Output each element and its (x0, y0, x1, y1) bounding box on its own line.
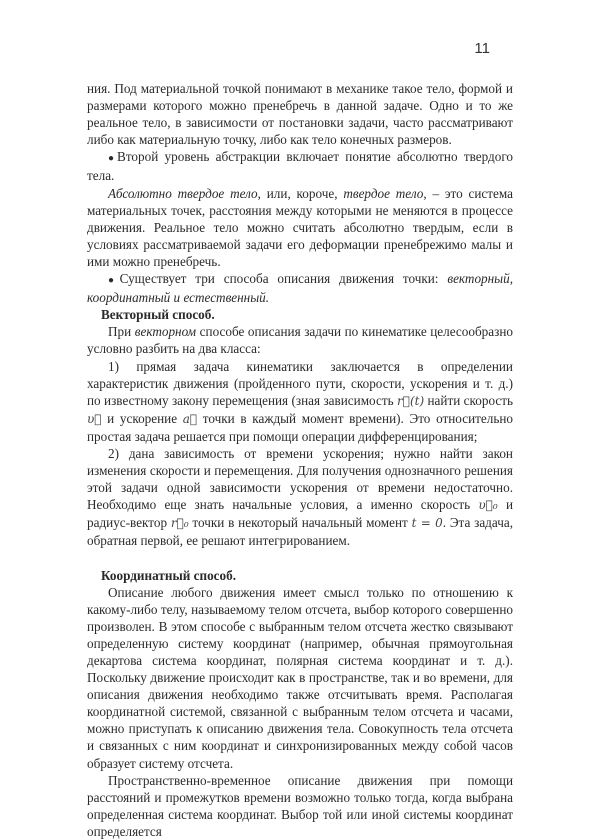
heading-coordinate-method: Координатный способ. (101, 567, 237, 583)
text-fragment: При (108, 324, 135, 340)
text-fragment: Существует три способа описания движения точки: (119, 271, 448, 287)
text-fragment: способе описания задачи по кинематике целесообразно условно разбить на два класса: (87, 324, 513, 357)
formula-velocity: υ⃗ (87, 411, 102, 426)
paragraph-vector-intro (87, 323, 513, 357)
text-fragment: 1) прямая задача кинематики заключается в определении характеристик движения (пройденного пути, скорости, ускорения и т. д.) по известному закону перемещения (зная зависимость (87, 358, 513, 408)
text-fragment: , – это система материальных точек, расстояния между которыми не меняются в процессе движения. Реальное тело можно считать абсолютно твердым, если в условиях рассматриваемой задачи его деформации пренебрежимо малы и ими можно пренебречь. (87, 185, 513, 269)
bullet-icon: ● (108, 275, 120, 287)
paragraph-second-level-text: Второй уровень абстракции включает понятие абсолютно твердого тела. (87, 149, 513, 184)
text-fragment: и радиус-вектор (87, 497, 513, 531)
term-solid-body: твердое тело (343, 185, 424, 201)
page-number: 11 (474, 40, 490, 57)
paragraph-reference-frame: Описание любого движения имеет смысл только по отношению к какому-либо телу, называемому телом отсчета, выбор которого совершенно произволен. В этом способе с выбранным телом отсчета жестко связывают определенную систему координат (например, обычная прямоугольная декартова система координат, полярная система координат и т. д.). Поскольку движение происходит как в пространстве, так и во времени, для описания движения необходимо также отсчитывать время. Располагая координатной системой, связанной с выбранным телом отсчета и часами, можно приступать к описанию движения тела. Совокупность тела отсчета и связанных с ним координат и синхронизированных между собой часов образует систему отсчета. (87, 584, 513, 771)
formula-t-zero: t = 0 (411, 516, 443, 531)
page-body (87, 80, 513, 840)
term-methods: векторный, координатный и естественный. (87, 271, 513, 306)
paragraph-rigid-body (87, 185, 513, 270)
text-fragment: 2) дана зависимость от времени ускорения; нужно найти закон изменения скорости и перемещения. Для получения однозначного решения этой задачи одной зависимости ускорения от времени недостаточно. Необходимо еще знать начальные условия, а именно скорость (87, 445, 513, 513)
term-rigid-body: Абсолютно твердое тело (108, 185, 258, 201)
formula-initial-radius: r⃗₀ (170, 516, 189, 531)
text-fragment: найти скорость (424, 392, 513, 408)
text-fragment: точки в некоторый начальный момент (188, 515, 412, 531)
paragraph-second-level (87, 148, 513, 184)
formula-r-of-t: r⃗(t) (397, 393, 425, 408)
formula-acceleration: a⃗ (182, 411, 198, 426)
bullet-icon: ● (108, 153, 118, 165)
text-fragment: , или, короче, (257, 185, 344, 201)
term-vector: векторном (134, 324, 197, 340)
paragraph-inverse-problem (87, 445, 513, 550)
paragraph-material-point: ния. Под материальной точкой понимают в механике такое тело, формой и размерами которого можно пренебречь в данной задаче. Одно и то же реальное тело, в зависимости от постановки задачи, часто рассматривают либо как материальную точку, либо как тело конечных размеров. (87, 81, 513, 148)
text-fragment: точки в каждый момент времени). Это относительно простая задача решается при помощи операции дифференцирования; (87, 410, 513, 444)
text-fragment: . Эта задача, обратная первой, ее решают интегрированием. (87, 515, 513, 549)
paragraph-space-time: Пространственно-временное описание движения при помощи расстояний и промежутков времени возможно только тогда, когда выбрана определенная система координат. Выбор той или иной системы координат определяется (87, 772, 513, 839)
paragraph-direct-problem (87, 358, 513, 445)
text-fragment: и ускорение (101, 410, 183, 426)
heading-vector-method: Векторный способ. (101, 307, 215, 323)
paragraph-three-methods (87, 270, 513, 306)
formula-initial-velocity: υ⃗₀ (478, 498, 498, 513)
